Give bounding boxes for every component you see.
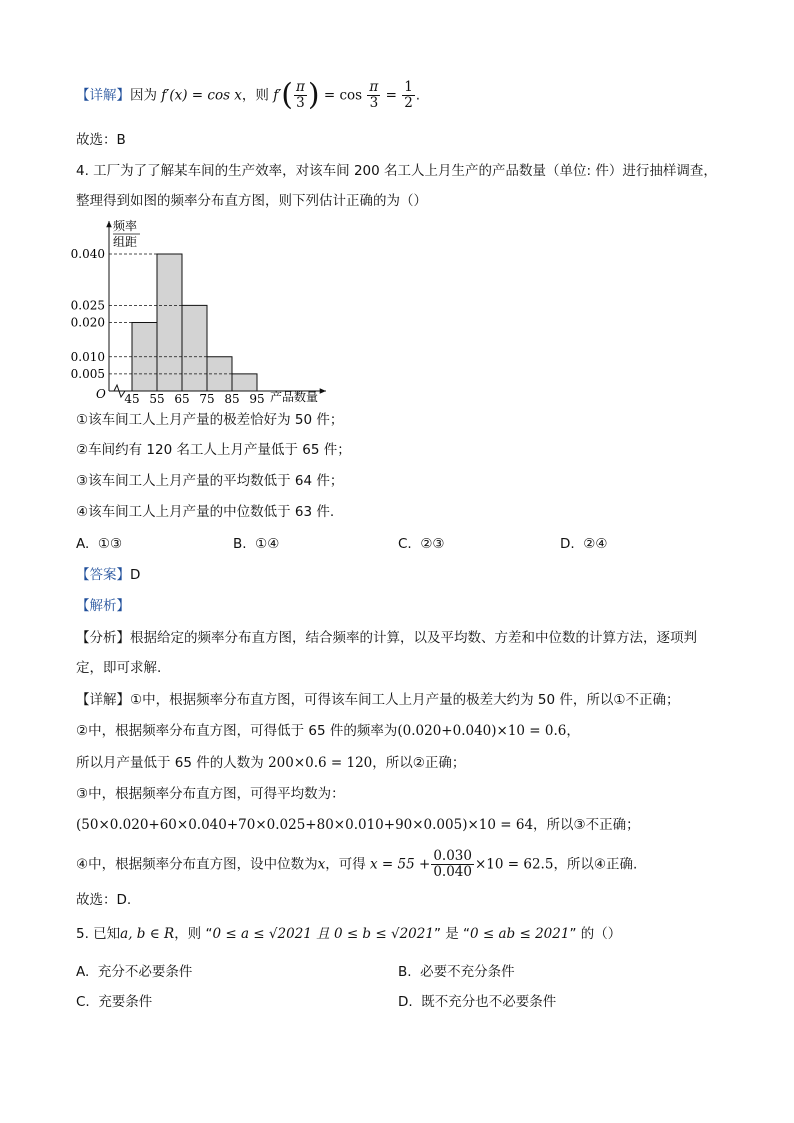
derivative-formula: f′(x) = cos x: [161, 87, 242, 104]
answer-line: 【答案】D: [76, 567, 141, 583]
detail-line6: ④中，根据频率分布直方图，设中位数为x，可得 x = 55 + $\frac{0.030}{0.040}$ ×10 = 62.5，所以④正确.: [76, 848, 638, 880]
detail-line1: 【详解】①中，根据频率分布直方图，可得该车间工人上月产量的极差大约为 50 件，所以①不正确；: [76, 692, 680, 708]
q5-option-c[interactable]: C. 充要条件: [76, 994, 153, 1010]
statement-3: ③该车间工人上月产量的平均数低于 64 件；: [76, 473, 344, 489]
frequency-histogram: [68, 215, 338, 405]
y-tick-label: 0.010: [70, 349, 105, 364]
histogram-bar-55-65: [157, 254, 182, 391]
q4-option-a[interactable]: A. ①③: [76, 536, 123, 552]
x-tick-label: 45: [124, 392, 140, 405]
q4-option-d[interactable]: D. ②④: [560, 536, 608, 552]
pi-over-3-fraction: $\frac{\pi}{3}$: [296, 79, 305, 111]
histogram-bar-65-75: [182, 305, 207, 391]
one-half-fraction: $\frac{1}{2}$: [404, 79, 413, 111]
q4-option-c[interactable]: C. ②③: [398, 536, 445, 552]
y-tick-label: 0.020: [70, 315, 105, 330]
x-tick-label: 55: [149, 392, 165, 405]
y-tick-label: 0.025: [70, 298, 105, 313]
detail-line4: ③中，根据频率分布直方图，可得平均数为：: [76, 786, 345, 802]
q5-condition-2: 0 ≤ ab ≤ 2021: [470, 926, 570, 942]
x-tick-label: 85: [224, 392, 240, 405]
detail-tag: 【详解】: [76, 87, 130, 104]
q5-condition-1: 0 ≤ a ≤ √2021 且 0 ≤ b ≤ √2021: [212, 926, 434, 942]
x-tick-label: 95: [249, 392, 265, 405]
detail-line3: 所以月产量低于 65 件的人数为 200×0.6 = 120，所以②正确；: [76, 755, 466, 771]
x-tick-label: 65: [174, 392, 190, 405]
x-axis-label: 产品数量: [270, 390, 319, 404]
q3-detail-line: 【详解】因为 f′(x) = cos x，则 f′( $\frac{\pi}{3}$ ) = cos $\frac{\pi}{3}$ = $\frac{1}{2}$ .: [76, 77, 421, 113]
statement-4: ④该车间工人上月产量的中位数低于 63 件.: [76, 504, 335, 520]
median-fraction: $\frac{0.030}{0.040}$: [433, 848, 472, 880]
q4-stem-line1: 4. 工厂为了了解某车间的生产效率，对该车间 200 名工人上月生产的产品数量（单位: 件）进行抽样调查，: [76, 163, 717, 179]
q5-stem: 5. 已知a, b ∈ R，则 “0 ≤ a ≤ √2021 且 0 ≤ b ≤ √2021” 是 “0 ≤ ab ≤ 2021” 的（）: [76, 926, 622, 942]
y-tick-label: 0.005: [70, 366, 105, 381]
analysis-line2: 定，即可求解.: [76, 660, 162, 676]
y-label-top: 频率: [113, 219, 138, 233]
analysis-line1: 【分析】根据给定的频率分布直方图，结合频率的计算，以及平均数、方差和中位数的计算方法，逐项判: [76, 630, 697, 646]
q3-answer: 故选：B: [76, 132, 126, 148]
detail-line5: (50×0.020+60×0.040+70×0.025+80×0.010+90×0.005)×10 = 64，所以③不正确；: [76, 817, 640, 833]
statement-2: ②车间约有 120 名工人上月产量低于 65 件；: [76, 442, 351, 458]
q4-option-b[interactable]: B. ①④: [233, 536, 280, 552]
y-tick-label: 0.040: [70, 247, 105, 261]
origin-label: O: [96, 387, 106, 401]
y-label-bottom: 组距: [113, 235, 138, 249]
histogram-bar-85-95: [232, 374, 257, 391]
q5-option-a[interactable]: A. 充分不必要条件: [76, 964, 193, 980]
q4-stem-line2: 整理得到如图的频率分布直方图，则下列估计正确的为（）: [76, 193, 427, 209]
pi-over-3-fraction: $\frac{\pi}{3}$: [369, 79, 379, 111]
q5-option-b[interactable]: B. 必要不充分条件: [398, 964, 515, 980]
q5-option-d[interactable]: D. 既不充分也不必要条件: [398, 994, 557, 1010]
x-tick-label: 75: [199, 392, 215, 405]
detail-line2: ②中，根据频率分布直方图，可得低于 65 件的频率为(0.020+0.040)×10 = 0.6，: [76, 723, 580, 739]
analysis-tag: 【解析】: [76, 598, 130, 614]
final-answer: 故选：D.: [76, 892, 132, 908]
statement-1: ①该车间工人上月产量的极差恰好为 50 件；: [76, 412, 344, 428]
